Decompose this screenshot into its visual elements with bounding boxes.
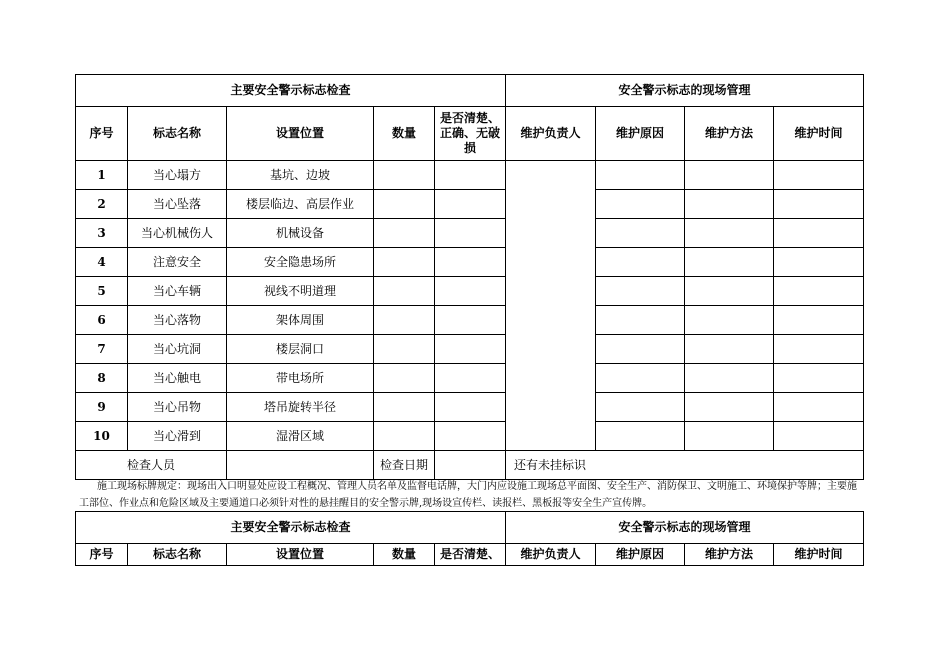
time-cell[interactable] [774,393,864,422]
quantity-cell[interactable] [374,335,435,364]
col-header-condition: 是否清楚、 [435,544,506,566]
col-header-method: 维护方法 [685,107,774,161]
col-header-sign-name: 标志名称 [128,107,227,161]
reason-cell[interactable] [596,161,685,190]
col-header-time: 维护时间 [774,544,864,566]
method-cell[interactable] [685,335,774,364]
reason-cell[interactable] [596,364,685,393]
table-row [76,364,864,393]
method-cell[interactable] [685,190,774,219]
unhung-signs-label: 还有未挂标识 [506,451,864,480]
sign-location: 架体周围 [227,306,374,335]
col-header-quantity: 数量 [374,107,435,161]
row-number: 4 [76,248,128,277]
sign-location: 基坑、边坡 [227,161,374,190]
quantity-cell[interactable] [374,190,435,219]
table-row [76,306,864,335]
col-header-sign-name: 标志名称 [128,544,227,566]
sign-name: 当心滑到 [128,422,227,451]
quantity-cell[interactable] [374,393,435,422]
safety-sign-inspection-table-2 [75,511,864,566]
condition-cell[interactable] [435,306,506,335]
reason-cell[interactable] [596,422,685,451]
condition-cell[interactable] [435,219,506,248]
table-row [76,161,864,190]
reason-cell[interactable] [596,248,685,277]
time-cell[interactable] [774,335,864,364]
col-header-method: 维护方法 [685,544,774,566]
time-cell[interactable] [774,190,864,219]
table-row [76,219,864,248]
row-number: 6 [76,306,128,335]
time-cell[interactable] [774,364,864,393]
sign-name: 当心坑洞 [128,335,227,364]
col-header-maintainer: 维护负责人 [506,107,596,161]
row-number: 8 [76,364,128,393]
sign-location: 带电场所 [227,364,374,393]
time-cell[interactable] [774,306,864,335]
sign-name: 当心吊物 [128,393,227,422]
method-cell[interactable] [685,277,774,306]
sign-name: 当心落物 [128,306,227,335]
condition-cell[interactable] [435,161,506,190]
table-row [76,335,864,364]
inspection-date-value[interactable] [435,451,506,480]
col-header-time: 维护时间 [774,107,864,161]
sign-name: 注意安全 [128,248,227,277]
signage-regulation-note: 施工现场标牌规定：现场出入口明显处应设工程概况、管理人员名单及监督电话牌，大门内应设施工现场总平面图、安全生产、消防保卫、文明施工、环境保护等牌；主要施工部位、作业点和危险区域及主要通道口必须针对性的悬挂醒目的安全警示牌,现场设宣传栏、读报栏、黑板报等安全生产宣传牌。 [79,481,857,509]
reason-cell[interactable] [596,393,685,422]
method-cell[interactable] [685,161,774,190]
time-cell[interactable] [774,248,864,277]
inspector-label: 检查人员 [76,451,227,480]
sign-location: 安全隐患场所 [227,248,374,277]
group-header-inspection: 主要安全警示标志检查 [76,75,506,107]
inspection-date-label: 检查日期 [374,451,435,480]
row-number: 7 [76,335,128,364]
time-cell[interactable] [774,422,864,451]
group-header-inspection: 主要安全警示标志检查 [76,512,506,544]
col-header-reason: 维护原因 [596,107,685,161]
quantity-cell[interactable] [374,422,435,451]
time-cell[interactable] [774,277,864,306]
quantity-cell[interactable] [374,364,435,393]
sign-name: 当心机械伤人 [128,219,227,248]
sign-location: 楼层洞口 [227,335,374,364]
row-number: 2 [76,190,128,219]
quantity-cell[interactable] [374,219,435,248]
row-number: 10 [76,422,128,451]
condition-cell[interactable] [435,364,506,393]
method-cell[interactable] [685,248,774,277]
col-header-reason: 维护原因 [596,544,685,566]
sign-name: 当心车辆 [128,277,227,306]
sign-location: 湿滑区域 [227,422,374,451]
sign-location: 视线不明道理 [227,277,374,306]
quantity-cell[interactable] [374,248,435,277]
row-number: 3 [76,219,128,248]
table-row [76,277,864,306]
group-header-management: 安全警示标志的现场管理 [506,75,864,107]
quantity-cell[interactable] [374,306,435,335]
method-cell[interactable] [685,393,774,422]
method-cell[interactable] [685,306,774,335]
col-header-condition: 是否清楚、正确、无破损 [435,107,506,161]
row-number: 1 [76,161,128,190]
reason-cell[interactable] [596,190,685,219]
reason-cell[interactable] [596,219,685,248]
quantity-cell[interactable] [374,277,435,306]
method-cell[interactable] [685,364,774,393]
time-cell[interactable] [774,161,864,190]
inspector-value[interactable] [227,451,374,480]
col-header-no: 序号 [76,107,128,161]
condition-cell[interactable] [435,277,506,306]
table-row [76,393,864,422]
time-cell[interactable] [774,219,864,248]
sign-name: 当心触电 [128,364,227,393]
group-header-management: 安全警示标志的现场管理 [506,512,864,544]
condition-cell[interactable] [435,422,506,451]
method-cell[interactable] [685,422,774,451]
sign-location: 楼层临边、高层作业 [227,190,374,219]
sign-location: 机械设备 [227,219,374,248]
reason-cell[interactable] [596,306,685,335]
condition-cell[interactable] [435,393,506,422]
table-row [76,248,864,277]
maintainer-cell[interactable] [506,161,596,451]
col-header-no: 序号 [76,544,128,566]
safety-sign-inspection-table [75,74,864,480]
condition-cell[interactable] [435,248,506,277]
reason-cell[interactable] [596,335,685,364]
table-row [76,190,864,219]
col-header-location: 设置位置 [227,544,374,566]
method-cell[interactable] [685,219,774,248]
quantity-cell[interactable] [374,161,435,190]
footer-row [76,451,864,480]
condition-cell[interactable] [435,190,506,219]
row-number: 5 [76,277,128,306]
sign-name: 当心塌方 [128,161,227,190]
col-header-quantity: 数量 [374,544,435,566]
reason-cell[interactable] [596,277,685,306]
condition-cell[interactable] [435,335,506,364]
col-header-maintainer: 维护负责人 [506,544,596,566]
sign-location: 塔吊旋转半径 [227,393,374,422]
sign-name: 当心坠落 [128,190,227,219]
col-header-location: 设置位置 [227,107,374,161]
row-number: 9 [76,393,128,422]
table-row [76,422,864,451]
